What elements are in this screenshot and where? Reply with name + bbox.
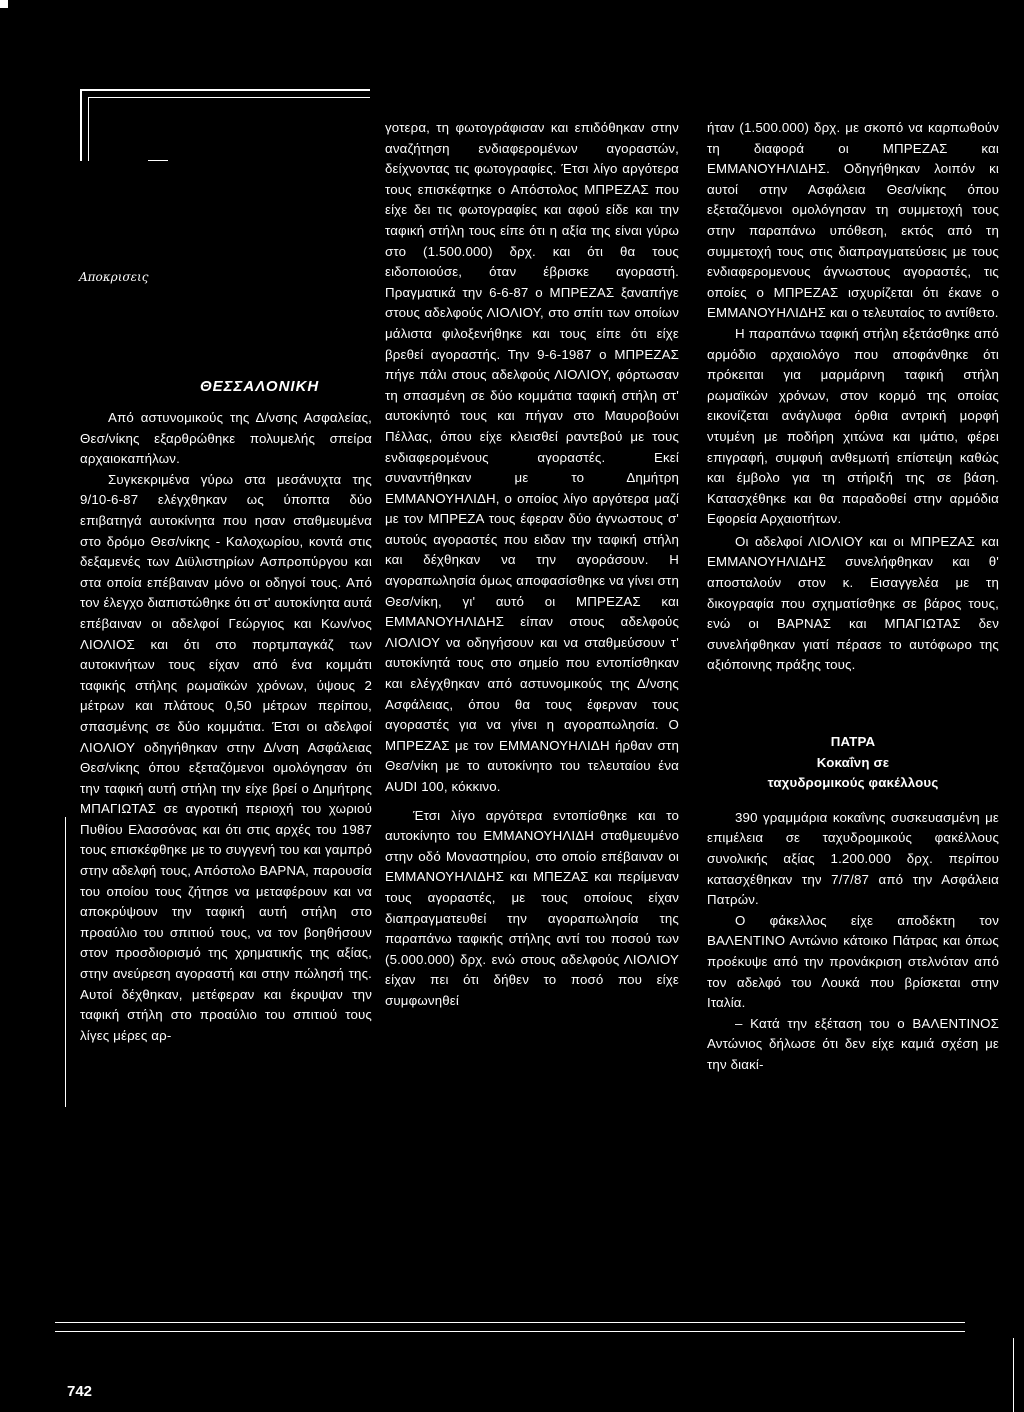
paragraph: ήταν (1.500.000) δρχ. με σκοπό να καρπωθούν τη διαφορά οι ΜΠΡΕΖΑΣ και ΕΜΜΑΝΟΥΗΛΙΔΗΣ. Οδηγήθηκαν λοιπόν κι αυτοί στην Ασφάλεια Θεσ/νίκης όπου εξεταζόμενοι ομολόγησαν τη συμμετοχή τους στην παραπάνω υπόθεση, εκτός από τη συμμετοχή τους στις διαπραγματεύσεις με τους ενδιαφερομενους άγνωστους αγοραστές, τις οποίες ο ΜΠΡΕΖΑΣ ισχυρίζεται ότι έκανε ο ΕΜΜΑΝΟΥΗΛΙΔΗΣ και ο τελευταίος το αντίθετο. bbox=[707, 120, 999, 321]
bottom-rule bbox=[55, 1322, 965, 1323]
article-column-1 bbox=[80, 408, 372, 1046]
bottom-rule-inner bbox=[55, 1331, 965, 1332]
frame-top-rule-inner bbox=[88, 97, 370, 98]
article-column-3 bbox=[707, 118, 999, 1076]
paragraph: Οι αδελφοί ΛΙΟΛΙΟΥ και οι ΜΠΡΕΖΑΣ και ΕΜΜΑΝΟΥΗΛΙΔΗΣ συνελήφθηκαν και θ' αποσταλούν στον κ. Εισαγγελέα με τη δικογραφία που σχηματίσθηκε σε βάρος τους, ενώ οι ΒΑΡΝΑΣ και ΜΠΑΓΙΩΤΑΣ δεν συνελήφθηκαν γιατί πέρασε το αυτόφωρο της αξιόποινης πράξης τους. bbox=[707, 533, 999, 673]
section-subheading: Κοκαΐνη σε bbox=[816, 754, 890, 770]
section-heading-patra: ΠΑΤΡΑ bbox=[830, 734, 876, 750]
short-dash bbox=[148, 160, 168, 161]
margin-line bbox=[65, 817, 66, 1107]
article-column-2 bbox=[385, 118, 679, 1012]
right-edge-rule bbox=[1013, 1338, 1014, 1412]
paragraph: 390 γραμμάρια κοκαΐνης συσκευασμένη με επιμέλεια σε ταχυδρομικούς φακέλλους συνολικής αξίας 1.200.000 δρχ. περίπου κατασχέθηκαν την 7/7/87 από την Ασφάλεια Πατρών. bbox=[707, 809, 999, 908]
section-title-thessaloniki: ΘΕΣΣΑΛΟΝΙΚΗ bbox=[200, 378, 320, 395]
page-number: 742 bbox=[67, 1383, 93, 1400]
paragraph: Η παραπάνω ταφική στήλη εξετάσθηκε από αρμόδιο αρχαιολόγο που αποφάνθηκε ότι πρόκειται για μαρμάρινη ταφική στήλη ρωμαϊκών χρόνων, στον κορμό της οποίας εικονίζεται ανάγλυφα όρθια αντρική μορφή ντυμένη με ποδήρη χιτώνα και ιμάτιο, φέρει επιγραφή, συμφυή ανθεμωτή επίστεψη καθώς και έμβολο για τη στήριξή της σε βάση. Κατασχέθηκε και θα παραδοθεί στην αρμόδια Εφορεία Αρχαιοτήτων. bbox=[707, 325, 999, 527]
handwritten-note: Αποκρισεις bbox=[79, 270, 149, 284]
paragraph: Από αστυνομικούς της Δ/νσης Ασφαλείας, Θεσ/νίκης εξαρθρώθηκε πολυμελής σπείρα αρχαιοκαπήλων. bbox=[80, 410, 372, 467]
paragraph: Έτσι λίγο αργότερα εντοπίσθηκε και το αυτοκίνητο του ΕΜΜΑΝΟΥΗΛΙΔΗ σταθμευμένο στην οδό Μοναστηρίου, στο οποίο επέβαιναν οι ΕΜΜΑΝΟΥΗΛΙΔΗΣ και ΜΠΕΖΑΣ και περίμεναν τους αγοραστές, με τους οποίους είχαν διαπραγματευθεί την αγοραπωλησία της παραπάνω ταφικής στήλης αντί του ποσού των (5.000.000) δρχ. ενώ στους αδελφούς ΛΙΟΛΙΟΥ είχαν πει ότι δήθεν το ποσό που είχε συμφωνηθεί bbox=[385, 807, 679, 1008]
section-subheading: ταχυδρομικούς φακέλλους bbox=[767, 775, 939, 791]
frame-left-rule bbox=[80, 89, 82, 161]
paragraph: Ο φάκελλος είχε αποδέκτη τον ΒΑΛΕΝΤΙΝΟ Αντώνιο κάτοικο Πάτρας και όπως προέκυψε από την προνάκριση στελνόταν από τον αδελφό του Λουκά που βρίσκεται στην Ιταλία. bbox=[707, 912, 999, 1011]
corner-mark bbox=[0, 0, 8, 8]
frame-left-rule-inner bbox=[88, 97, 89, 161]
paragraph: Συγκεκριμένα γύρω στα μεσάνυχτα της 9/10-6-87 ελέγχθηκαν ως ύποπτα δύο επιβατηγά αυτοκίνητα που ησαν σταθμευμένα στο δρόμο Θεσ/νίκης - Καλοχωρίου, κοντά στις δεξαμενές των Διϋλιστηρίων Ασπροπύργου και στα οποία επέβαιναν μόνο οι οδηγοί τους. Από τον έλεγχο διαπιστώθηκε ότι στ' αυτοκίνητα αυτά επέβαιναν οι αδελφοί Γεώργιος και Κων/νος ΛΙΟΛΙΟΣ και ότι στο πορτμπαγκάζ των αυτοκινήτων τους είχαν από ένα κομμάτι ταφικής στήλης ρωμαϊκών χρόνων, ύψους 2 μέτρων και πλάτους 0,50 μέτρων περίπου, σπασμένης σε δύο κομμάτια. Έτσι οι αδελφοί ΛΙΟΛΙΟΥ οδηγήθηκαν στην Δ/νση Ασφάλειας Θεσ/νίκης όπου εξεταζόμενοι ομολόγησαν ότι την ταφική αυτή στήλη την είχε βρεί ο Δημήτρης ΜΠΑΓΙΩΤΑΣ σε αγροτική περιοχή του χωριού Πυθίου Ελασσόνας και ότι στις αρχές του 1987 τους επισκέφθηκε με το συγγενή του και γαμπρό στην αδελφή τους, Απόστολο ΒΑΡΝΑ, παρουσία του οποίου τους ζήτησε να μεταφέρουν και να αποκρύψουν την ταφική αυτή στήλη στο προαύλιο του σπιτιού τους, να τον βοηθήσουν στον προσδιορισμό της χρηματικής της αξίας, στην ανεύρεση αγοραστή και στην πώλησή της. Αυτοί δέχθηκαν, μετέφεραν και έκρυψαν την ταφική στήλη στο προαύλιο του σπιτιού τους λίγες μέρες αρ- bbox=[80, 471, 372, 1043]
paragraph: – Κατά την εξέταση του ο ΒΑΛΕΝΤΙΝΟΣ Αντώνιος δήλωσε ότι δεν είχε καμιά σχέση με την διακί- bbox=[707, 1015, 999, 1072]
paragraph: γοτερα, τη φωτογράφισαν και επιδόθηκαν στην αναζήτηση ενδιαφερομένων αγοραστών, δείχνοντας τις φωτογραφίες. Έτσι λίγο αργότερα τους επισκέφτηκε ο Απόστολος ΜΠΡΕΖΑΣ που είχε δει τις φωτογραφίες και αφού είδε και την ταφική στήλη τους είπε ότι η αξία της είναι γύρω στο (1.500.000) δρχ. και ότι θα τους ειδοποιούσε, όταν έβρισκε αγοραστή. Πραγματικά την 6-6-87 ο ΜΠΡΕΖΑΣ ξαναπήγε στους αδελφούς ΛΙΟΛΙΟΥ, στο σπίτι των οποίων μάλιστα φιλοξενήθηκε και τους είπε ότι είχε βρεθεί αγοραστής. Την 9-6-1987 ο ΜΠΡΕΖΑΣ πήγε πάλι στους αδελφούς ΛΙΟΛΙΟΥ, φόρτωσαν τη σπασμένη σε δύο κομμάτια ταφική στήλη στ' αυτοκίνητό τους και πήγαν στο Μαυροβούνι Πέλλας, όπου είχε κλεισθεί ραντεβού με τους ενδιαφερομένους αγοραστές. Εκεί συναντήθηκαν με το Δημήτρη ΕΜΜΑΝΟΥΗΛΙΔΗ, ο οποίος λίγο αργότερα μαζί με τον ΜΠΡΕΖΑ τους έφεραν δύο άγνωστους σ' αυτούς αγοραστές που ειδαν την ταφική στήλη και δέχθηκαν να την αγοράσουν. Η αγοραπωλησία όμως αποφασίσθηκε να γίνει στη Θεσ/νίκη, γι' αυτό οι ΜΠΡΕΖΑΣ και ΕΜΜΑΝΟΥΗΛΙΔΗΣ είπαν στους αδελφούς ΛΙΟΛΙΟΥ να οδηγήσουν και να σταθμεύσουν τ' αυτοκίνητά τους στο σημείο που εντοπίσθηκαν και ελέγχθηκαν από αστυνομικούς της Δ/νσης Ασφάλειας, όπου θα τους έφερναν τους αγοραστές για να γίνει η αγοραπωλησία. Ο ΜΠΡΕΖΑΣ με τον ΕΜΜΑΝΟΥΗΛΙΔΗ ήρθαν στη Θεσ/νίκη με το αυτοκίνητο του τελευταίου ένα AUDI 100, κόκκινο. bbox=[385, 120, 679, 794]
frame-top-rule bbox=[80, 89, 370, 91]
